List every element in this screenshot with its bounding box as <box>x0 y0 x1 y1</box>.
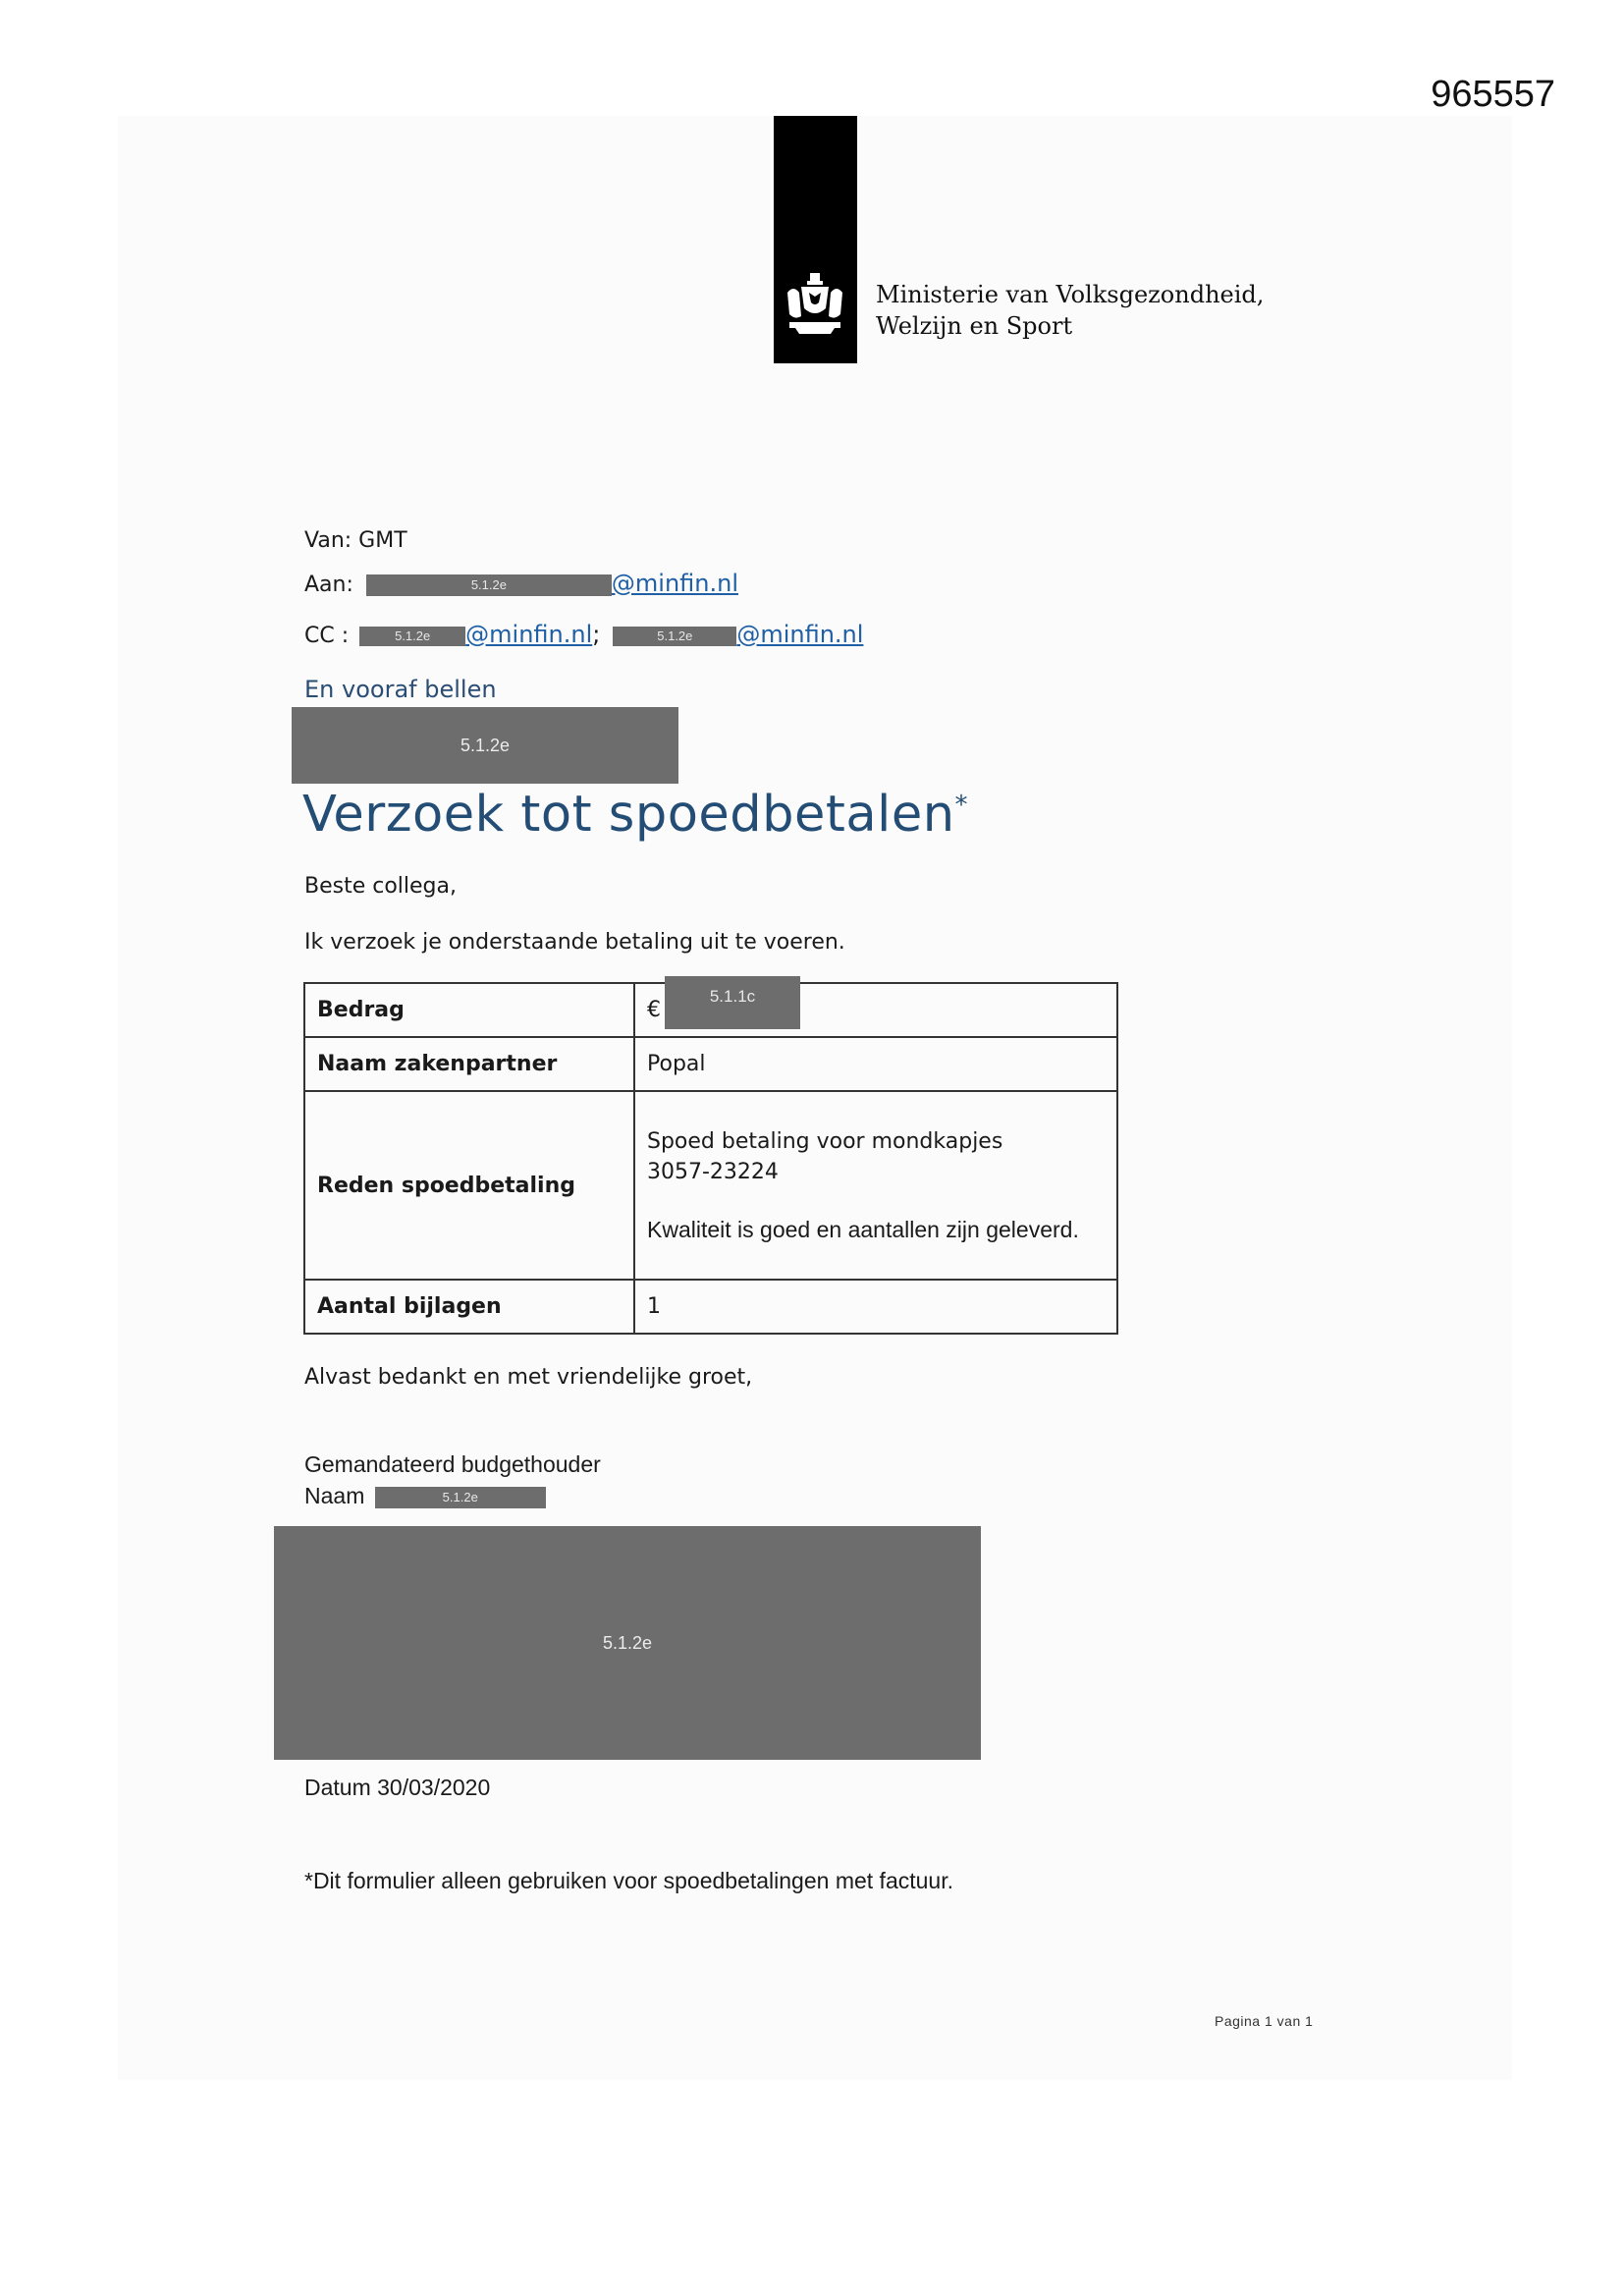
table-row <box>304 1091 1117 1280</box>
ministry-name-line1: Ministerie van Volksgezondheid, <box>876 281 1265 308</box>
reason-label: Reden spoedbetaling <box>304 1091 634 1280</box>
cc-line <box>304 621 863 648</box>
greeting: Beste collega, <box>304 874 457 899</box>
date-line: Datum 30/03/2020 <box>304 1775 491 1800</box>
reason-line2: 3057-23224 <box>647 1159 779 1184</box>
signer-name-label: Naam <box>304 1483 365 1508</box>
payment-table <box>303 982 1118 1335</box>
amount-currency: € <box>647 998 661 1022</box>
ministry-name-line2: Welzijn en Sport <box>876 312 1073 340</box>
cc1-redaction: 5.1.2e <box>359 627 465 646</box>
reason-line3: Kwaliteit is goed en aantallen zijn geleverd. <box>647 1216 1079 1242</box>
signer-name-line <box>304 1483 546 1509</box>
phone-redaction: 5.1.2e <box>292 707 678 784</box>
partner-value: Popal <box>634 1037 1117 1091</box>
ministry-name <box>876 279 1264 342</box>
cc-separator: ; <box>592 621 601 648</box>
signer-name-redaction: 5.1.2e <box>375 1487 546 1508</box>
amount-redaction: 5.1.1c <box>665 976 800 1029</box>
amount-cell <box>634 983 1117 1037</box>
amount-label: Bedrag <box>304 983 634 1037</box>
signature-redaction: 5.1.2e <box>274 1526 981 1760</box>
reason-cell <box>634 1091 1117 1280</box>
attachments-value: 1 <box>634 1280 1117 1334</box>
to-email-link[interactable]: @minfin.nl <box>611 570 738 597</box>
title-text: Verzoek tot spoedbetalen <box>302 786 955 844</box>
table-row <box>304 1280 1117 1334</box>
document-number: 965557 <box>1431 74 1555 115</box>
call-first-note: En vooraf bellen <box>304 676 497 703</box>
signer-role: Gemandateerd budgethouder <box>304 1451 601 1477</box>
reason-line1: Spoed betaling voor mondkapjes <box>647 1128 1003 1154</box>
page-number: Pagina 1 van 1 <box>1215 2013 1314 2029</box>
royal-crest-icon <box>782 271 848 338</box>
to-redaction: 5.1.2e <box>366 574 612 596</box>
partner-label: Naam zakenpartner <box>304 1037 634 1091</box>
cc2-redaction: 5.1.2e <box>613 627 736 646</box>
attachments-label: Aantal bijlagen <box>304 1280 634 1334</box>
title-footnote-mark: * <box>954 791 969 820</box>
footnote: *Dit formulier alleen gebruiken voor spoedbetalingen met factuur. <box>304 1868 953 1893</box>
cc1-email-link[interactable]: @minfin.nl <box>465 621 593 648</box>
table-row <box>304 983 1117 1037</box>
closing: Alvast bedankt en met vriendelijke groet, <box>304 1365 753 1390</box>
intro-text: Ik verzoek je onderstaande betaling uit te voeren. <box>304 930 845 955</box>
cc-label: CC : <box>304 624 350 648</box>
from-line: Van: GMT <box>304 528 407 553</box>
cc2-email-link[interactable]: @minfin.nl <box>736 621 864 648</box>
table-row <box>304 1037 1117 1091</box>
to-line <box>304 570 738 597</box>
to-label: Aan: <box>304 573 353 597</box>
page-title <box>302 786 968 844</box>
